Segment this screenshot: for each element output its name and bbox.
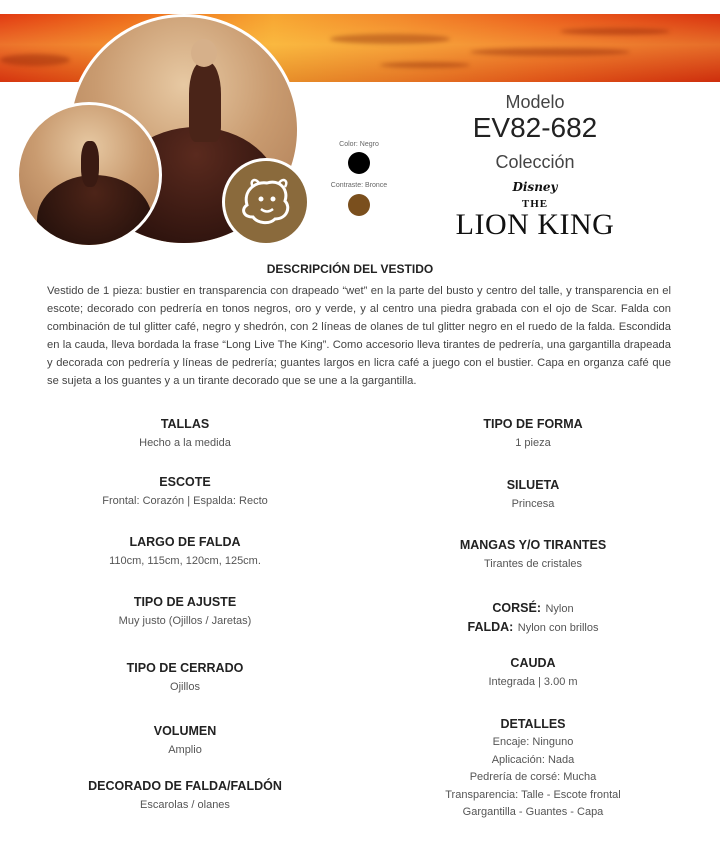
spec-tipo-forma: TIPO DE FORMA 1 pieza: [483, 417, 583, 449]
spec-falda: FALDA: Nylon con brillos: [467, 620, 599, 634]
spec-detalles: DETALLES Encaje: Ninguno Aplicación: Nada Pedrería de corsé: Mucha Transparencia: Talle - Escote frontal Gargantilla - Guantes - Capa: [420, 717, 646, 822]
detail-line: Encaje: Ninguno: [492, 736, 574, 748]
lion-king-logo: LION KING: [455, 208, 615, 241]
spec-tipo-cerrado: TIPO DE CERRADO Ojillos: [126, 661, 244, 693]
model-code: EV82-682: [472, 112, 598, 143]
detail-line: Pedrería de corsé: Mucha: [469, 771, 597, 783]
detail-line: Gargantilla - Guantes - Capa: [462, 806, 604, 818]
collection-label: Colección: [495, 152, 575, 172]
spec-mangas-tirantes: MANGAS Y/O TIRANTES Tirantes de cristales: [459, 538, 607, 570]
contrast-swatch-bronze: [348, 194, 370, 216]
disney-logo: Disney: [512, 180, 558, 194]
spec-volumen: VOLUMEN Amplio: [153, 724, 217, 756]
spec-cauda: CAUDA Integrada | 3.00 m: [488, 656, 578, 688]
spec-tallas: TALLAS Hecho a la medida: [139, 417, 231, 449]
simba-badge-icon: [222, 158, 310, 246]
spec-silueta: SILUETA Princesa: [506, 478, 560, 510]
model-label: Modelo: [505, 92, 565, 112]
lion-king-the: THE: [521, 198, 549, 210]
contrast-swatch-label: Contraste: Bronce: [330, 182, 388, 189]
description-text: Vestido de 1 pieza: bustier en transparencia con drapeado “wet” en la parte del busto y centro del talle, y transparencia en el escote; decorado con pedrería en tonos negros, oro y verde, y al centro una piedra grabada con el ojo de Scar. Falda con combinación de tul glitter café, negro y shedrón, con 2 líneas de olanes de tul glitter negro en el ruedo de la falda. Escondida en la cauda, lleva bordada la frase “Long Live The King”. Como accesorio lleva tirantes de pedrería, una gargantilla drapeada y decorada con pedrería y líneas de pedrería; guantes largos en licra café a juego con el bustier. Capa en organza café que se sujeta a los guantes y a un tirante decorado que se une a la gargantilla.: [47, 285, 671, 387]
spec-escote: ESCOTE Frontal: Corazón | Espalda: Recto: [102, 475, 268, 507]
spec-corse: CORSÉ: Nylon: [492, 601, 574, 615]
spec-materiales: [420, 599, 646, 637]
dress-photo-back: [16, 102, 162, 248]
detail-line: Aplicación: Nada: [491, 753, 575, 766]
spec-decorado-falda: DECORADO DE FALDA/FALDÓN Escarolas / olanes: [88, 779, 282, 811]
description-title: DESCRIPCIÓN DEL VESTIDO: [266, 262, 434, 276]
spec-tipo-ajuste: TIPO DE AJUSTE Muy justo (Ojillos / Jaretas): [118, 595, 252, 627]
detail-line: Transparencia: Talle - Escote frontal: [445, 788, 621, 801]
spec-largo-falda: LARGO DE FALDA 110cm, 115cm, 120cm, 125cm.: [109, 535, 261, 567]
color-swatch-label: Color: Negro: [339, 141, 379, 148]
color-swatch-black: [348, 152, 370, 174]
